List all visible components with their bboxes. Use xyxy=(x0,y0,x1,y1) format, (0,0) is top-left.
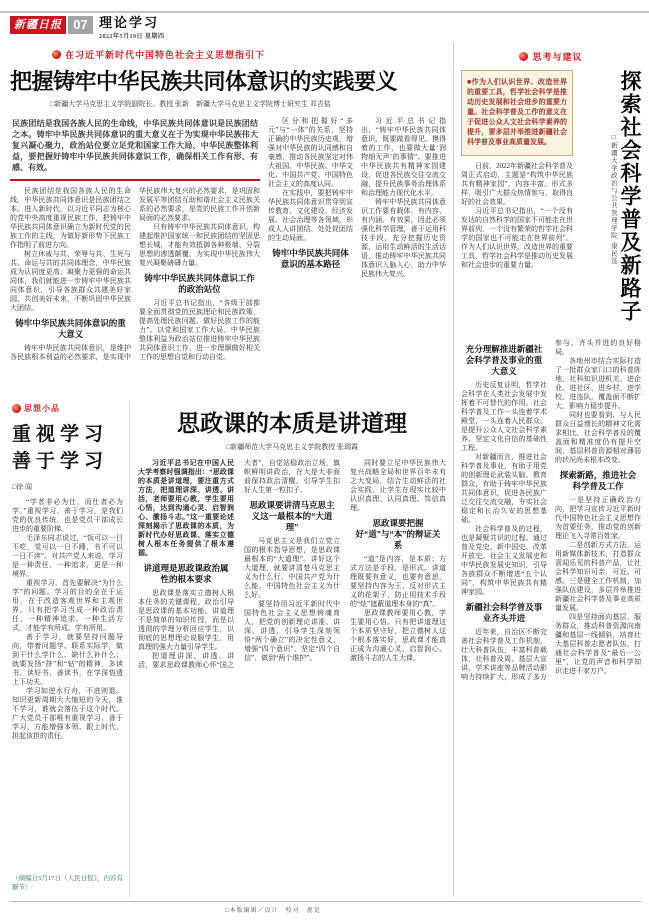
body-paragraph: 一是坚持正确政治方向，把学习宣传习近平新时代中国特色社会主义思想作为首要任务，推动党的创新理论飞入寻常百姓家。 xyxy=(555,496,641,540)
box-kicker-text: 思想小品 xyxy=(24,404,60,413)
body-paragraph: 对新疆而言，推进社会科学普及事业，有助于用党的创新理论武装头脑、教育群众，有助于铸牢中华民族共同体意识，促进各民族广泛交往交流交融，夯实社会稳定和长治久安的思想基础。 xyxy=(461,453,547,524)
body-paragraph: 民族团结是我国各族人民的生命线，中华民族共同体意识是民族团结之本。进入新时代，以习近平同志为核心的党中央高度重视民族工作，把铸牢中华民族共同体意识确立为新时代党的民族工作的主线，为做好新形势下民族工作指明了前进方向。 xyxy=(10,187,131,249)
body-paragraph: 四是坚持面向基层、服务群众，推动科普资源向南疆和基层一线倾斜，培育壮大基层科普志愿者队伍，打通社会科学普及“最后一公里”，让党的声音和科学知识走进千家万户。 xyxy=(555,613,641,675)
body-paragraph: 社会科学普及的过程，也是凝聚共识的过程。通过普及党史、新中国史、改革开放史、社会主义发展史和中华民族发展史知识，引导各族群众不断增进“五个认同”，构筑中华民族共有精神家园。 xyxy=(461,525,547,596)
sidebar-text-columns xyxy=(461,339,641,859)
body-paragraph: 在实践中，要把铸牢中华民族共同体意识贯穿到宣传教育、文化建设、经济发展、社会治理等各领域，形成人人讲团结、处处促团结的生动局面。 xyxy=(268,189,353,242)
body-paragraph: 要坚持用习近平新时代中国特色社会主义思想铸魂育人，把党的创新理论讲准、讲深、讲透，引导学生深刻领悟“两个确立”的决定性意义，增强“四个意识”、坚定“四个自信”、做到“两个维护”。 xyxy=(244,600,340,662)
body-paragraph: 思政课是落实立德树人根本任务的关键课程，政治引导是思政课的基本功能。讲道理不是简单的知识传授，而是以透彻的学理分析回应学生，以彻底的思想理论说服学生，用真理的强大力量引导学生。 xyxy=(138,589,234,651)
red-dot-icon xyxy=(519,52,528,61)
section-subhead: 思政课要讲清马克思主义这一最根本的“大道理” xyxy=(249,500,335,532)
lead-body xyxy=(10,115,446,393)
lead-text-columns-right xyxy=(268,117,446,393)
box-title xyxy=(12,422,123,475)
middle-byline: □新疆师范大学马克思主义学院教授 张瑞霞 xyxy=(226,443,358,451)
date-line: 2022年5月19日 星期四 xyxy=(99,34,165,40)
body-paragraph: 习近平总书记在中国人民大学考察时强调指出：“思政课的本质是讲道理，要注重方式方法，把道理讲深、讲透、讲活，老师要用心教，学生要用心悟，达到沟通心灵、启智润心、激扬斗志。”这一重要论述深刻揭示了思政课的本质，为新时代办好思政课、落实立德树人根本任务提供了根本遵循。 xyxy=(138,459,234,557)
box-title-line1: 重视学习 xyxy=(12,424,109,445)
sidebar-article xyxy=(453,42,641,897)
body-paragraph: 马克思主义是我们立党立国的根本指导思想，是思政课最根本的“大道理”。讲好这个大道理，就要讲清楚马克思主义为什么行、中国共产党为什么能、中国特色社会主义为什么好。 xyxy=(244,537,340,599)
section-subhead: 铸牢中华民族共同体意识的重大意义 xyxy=(15,318,126,339)
body-paragraph: 思政课教师要用心教，学生要用心悟。只有把讲道理这个本质坚守好，把立德树人这个根本落实好，思政课才能真正成为沟通心灵、启智润心、激扬斗志的人生大课。 xyxy=(350,609,446,662)
sidebar-top-left xyxy=(461,70,573,332)
page-footer xyxy=(10,901,641,914)
body-paragraph: 习近平总书记指出，“各级干部都要全面贯彻党的民族理论和民族政策，提高处理民族问题、做好民族工作的能力”。以党和国家工作大局、中华民族整体利益为政治站位推进铸牢中华民族共同体意识工作，进一步理顺做好相关工作的思想自觉和行动自觉。 xyxy=(139,299,260,361)
sidebar-intro-box: ■作为人们认识世界、改造世界的重要工具，哲学社会科学是推动历史发展和社会进步的重要力量。社会科学普及工作的意义在于促进公众人文社会科学素养的提升，要多层并举推进新疆社会科学普及事业高质量发展。 xyxy=(461,70,573,156)
section-subhead: 铸牢中华民族共同体意识的基本路径 xyxy=(272,248,349,269)
red-dot-icon xyxy=(52,50,61,59)
sidebar-opening-paragraphs xyxy=(461,162,573,332)
body-paragraph: 只有铸牢中华民族共同体意识，构建起维护国家统一和民族团结的坚固思想长城，才能有效抵御各种极端、分裂思想的渗透颠覆，为实现中华民族伟大复兴凝聚磅礴力量。 xyxy=(139,223,260,267)
body-paragraph: “学者非必为仕，而仕者必为学。”重视学习、善于学习，是我们党的优良传统，也是党员干部成长进步的重要阶梯。 xyxy=(12,498,123,534)
box-byline: □徐 闻 xyxy=(12,483,32,492)
middle-article xyxy=(130,401,446,897)
middle-text-columns xyxy=(138,459,446,897)
top-divider-rule xyxy=(0,11,649,13)
lead-headline: 把握铸牢中华民族共同体意识的实践要义 xyxy=(10,69,398,94)
body-paragraph: 学习如逆水行舟，不进则退。知识更新周期大大缩短的今天，谁不学习，谁就会落伍于这个时代。广大党员干部唯有重视学习、善于学习，方能增强本领、跟上时代，担起该担的责任。 xyxy=(12,687,123,741)
box-article xyxy=(10,401,130,897)
body-paragraph: 区分和把握好“多元”与“一体”的关系，坚持正确的中华民族历史观，增强对中华民族的认同感和自豪感，推动各民族坚定对伟大祖国、中华民族、中华文化、中国共产党、中国特色社会主义的高度认同。 xyxy=(268,117,353,188)
box-body xyxy=(12,498,123,870)
body-paragraph: 善于学习，就要坚持问题导向，带着问题学、联系实际学，做到干什么学什么、缺什么补什么；就要发扬“挤”和“钻”的精神，多读书、读好书、善读书，在学深悟透上下功夫。 xyxy=(12,633,123,687)
lead-article xyxy=(10,48,446,393)
section-subhead: 新疆社会科学普及事业齐头并进 xyxy=(465,602,543,623)
sidebar-top xyxy=(461,70,641,332)
lower-row xyxy=(10,401,446,897)
sidebar-kicker-text: 思考与建议 xyxy=(532,52,583,62)
body-paragraph: 日前，2022年新疆社会科学普及周正式启动，主题是“构筑中华民族共有精神家园”，内容丰富、形式多样，吸引广大群众热情参与，取得良好的社会效果。 xyxy=(461,162,573,206)
body-paragraph: 各地州市结合实际打造了一批群众家门口的科普阵地，社科知识进机关、进企业、进社区、进乡村、进学校、进连队，覆盖面不断扩大，影响力稳步提升。 xyxy=(555,357,641,410)
body-paragraph: 二是创新方式方法，运用新媒体新技术，打造群众喜闻乐见的科普产品，让社会科学知识可亲、可近、可感。三是健全工作机制，加强队伍建设，多层并举推进新疆社会科学普及事业高质量发展。 xyxy=(555,541,641,612)
lead-intro-box: 民族团结是我国各族人民的生命线，中华民族共同体意识是民族团结之本。铸牢中华民族共同体意识的重大意义在于为实现中华民族伟大复兴凝心聚力，政治站位要立足党和国家工作大局、中华民族整体利益，要把握好铸牢中华民族共同体意识工作，确保相关工作有形、有感、有效。 xyxy=(10,115,260,181)
body-paragraph: 重视学习，首先要解决“为什么学”的问题。学习的目的全在于运用，在于改造客观世界和主观世界。只有把学习当成一种政治责任、一种精神追求、一种生活方式，才能学有所成、学有所用。 xyxy=(12,579,123,633)
section-header xyxy=(99,16,165,40)
section-subhead: 思政课要把握好“道”与“本”的辩证关系 xyxy=(355,518,441,550)
lead-kicker-text: 在习近平新时代中国特色社会主义思想指引下 xyxy=(65,50,266,60)
red-dot-icon xyxy=(12,404,21,413)
section-subhead: 探索新路，推进社会科学普及工作 xyxy=(559,470,637,491)
sidebar-vertical-byline: □新疆大学政治与公共管理学院 康民选 xyxy=(609,134,617,265)
page-number: 07 xyxy=(68,16,93,34)
sidebar-title-block xyxy=(579,70,641,332)
sidebar-kicker xyxy=(461,50,641,63)
body-paragraph: 习近平总书记指出，“铸牢中华民族共同体意识，既要做看得见、摸得着的工作，也要做大量‘润物细无声’的事情”。要推进中华民族共有精神家园建设，促进各民族交往交流交融，提升民族事务治理体系和治理能力现代化水平。 xyxy=(361,117,446,197)
box-title-line2: 善于学习 xyxy=(12,450,109,472)
body-paragraph: 近年来，自治区不断完善社会科学普及工作机制，壮大科普队伍，丰富科普载体，社科普及周、基层大宣讲、学术讲座等品牌活动影响力持续扩大，形成了多方参与、齐头并进的良好格局。 xyxy=(461,339,641,681)
body-paragraph: 习近平总书记指出，“一个没有发达的自然科学的国家不可能走在世界前列，一个没有繁荣的哲学社会科学的国家也不可能走在世界前列”。作为人们认识世界、改造世界的重要工具，哲学社会科学是推动历史发展和社会进步的重要力量。 xyxy=(461,207,573,269)
box-kicker xyxy=(12,403,123,414)
body-paragraph: 历史反复证明，哲学社会科学在人类社会发展中发挥着不可替代的作用。社会科学普及工作一头连着学术殿堂，一头连着人民群众，是提升公众人文社会科学素养、坚定文化自信的基础性工程。 xyxy=(461,381,547,452)
footer-credits: □本版编辑／设计 校对 视觉 xyxy=(225,908,321,914)
body-paragraph: 毛泽东同志说过，“饭可以一日不吃，觉可以一日不睡，书不可以一日不读”。对共产党人来说，学习是一种责任、一种追求，更是一种境界。 xyxy=(12,534,123,579)
body-paragraph: 铸牢中华民族共同体意识，是维护各民族根本利益的必然要求，是实现中华民族伟大复兴的必然要求，是巩固和发展平等团结互助和谐社会主义民族关系的必然要求，是党的民族工作开创新局面的必然要求。 xyxy=(10,187,260,361)
lead-left-columns xyxy=(10,115,260,393)
body-paragraph: 同时也要看到，与人民群众日益增长的精神文化需求相比，社会科学普及的覆盖面和精准度仍有提升空间，基层科普资源相对薄弱的状况尚未根本改变。 xyxy=(555,411,641,464)
box-source-note: （摘编自5月17日《人民日报》，内容有删节） xyxy=(12,875,123,891)
main-area xyxy=(10,42,453,897)
section-subhead: 铸牢中华民族共同体意识工作的政治站位 xyxy=(144,273,255,294)
page-header xyxy=(10,16,165,40)
body-paragraph: 树立休戚与共、荣辱与共、生死与共、命运与共的共同体理念，中华民族成为认同度更高、凝聚力更强的命运共同体，我们就能进一步铸牢中华民族共同体意识，引导各族群众共建美好家园、共创美好未来，不断巩固中华民族大团结。 xyxy=(10,250,131,312)
sidebar-vertical-headline: 探索社会科学普及新路子 xyxy=(618,70,641,323)
body-paragraph: 同时要立足中华民族伟大复兴战略全局和世界百年未有之大变局，结合生动鲜活的社会实践，让学生在现实比较中认识真理、认同真理、笃信真理。 xyxy=(350,459,446,512)
newspaper-masthead: 新疆日报 xyxy=(10,16,66,34)
body-paragraph: “道”是内容，是本质；方式方法是手段，是形式。讲道理既要有意义，也要有意思，要坚持内容为王，反对形式主义的花架子，防止用技术手段的“炫”遮蔽道理本身的“真”。 xyxy=(350,555,446,608)
body-paragraph: 铸牢中华民族共同体意识工作要有载体、有内容、有内涵、有效果，因此必须强化科学管理，善于运用科技手段，充分挖掘历史资源，运用生动鲜活的生活话语，推动铸牢中华民族共同体意识入脑入心，助力中华民族伟大复兴。 xyxy=(361,198,446,278)
lead-kicker xyxy=(52,48,446,61)
section-subhead: 充分理解推进新疆社会科学普及事业的重大意义 xyxy=(465,344,543,376)
body-paragraph: 把道理讲深、讲透、讲活，要求思政课教师心怀“国之大者”，自觉站稳政治立场，旗帜鲜明讲政治，在大是大非面前保持政治清醒，引导学生扣好人生第一粒扣子。 xyxy=(138,459,340,669)
section-title: 理论学习 xyxy=(99,15,160,30)
lead-text-columns-left xyxy=(10,187,260,389)
page-content xyxy=(10,42,641,897)
section-subhead: 讲道理是思政课政治属性的根本要求 xyxy=(143,563,229,584)
lead-byline: □新疆大学马克思主义学院副院长、教授 张新 新疆大学马克思主义学院博士研究生 邓吉盐 xyxy=(50,100,331,108)
middle-headline: 思政课的本质是讲道理 xyxy=(177,410,407,436)
